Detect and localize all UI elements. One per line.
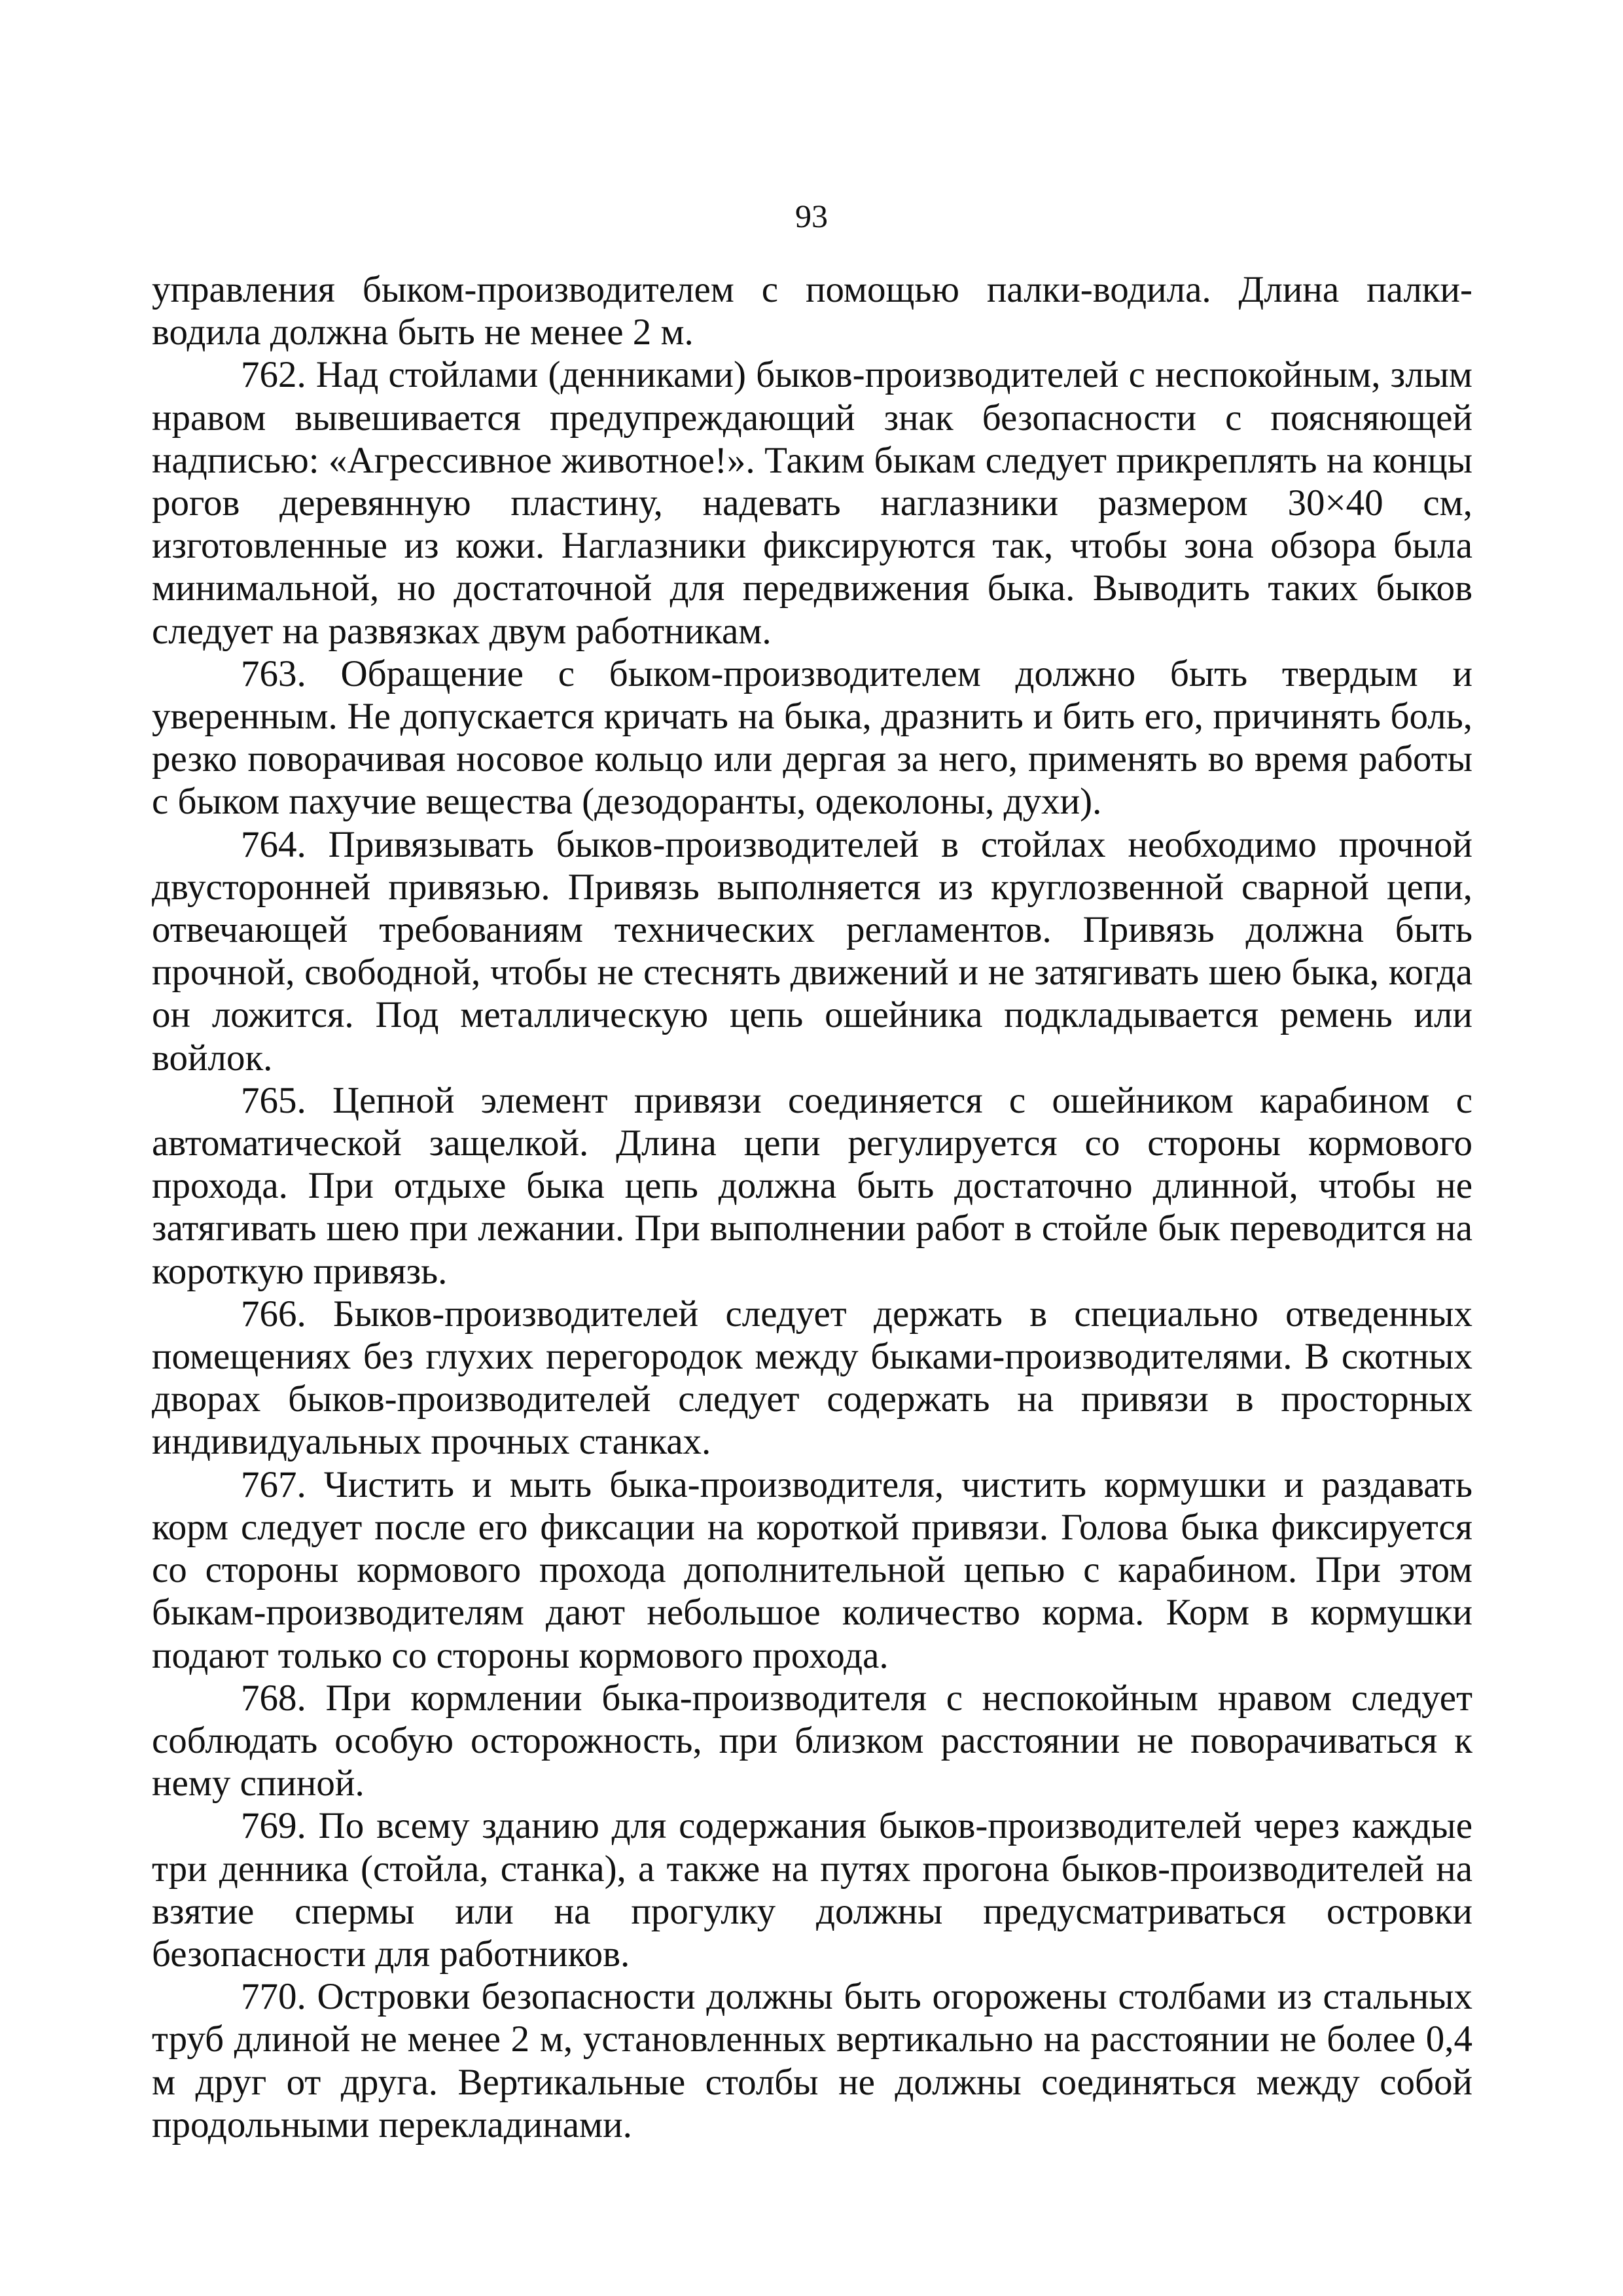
paragraph-766: 766. Быков-производителей следует держать в специально отведенных помещениях без глухих перегородок между быками-производителями. В скотных дворах быков-производителей следует содержать на привязи в просторных индивидуальных прочных станках. (152, 1293, 1472, 1463)
paragraph-continuation: управления быком-производителем с помощью палки-водила. Длина палки-водила должна быть не менее 2 м. (152, 269, 1472, 353)
paragraph-770: 770. Островки безопасности должны быть огорожены столбами из стальных труб длиной не менее 2 м, установленных вертикально на расстоянии не более 0,4 м друг от друга. Вертикальные столбы не должны соединяться между собой продольными перекладинами. (152, 1976, 1472, 2145)
document-body (152, 268, 1472, 2146)
paragraph-769: 769. По всему зданию для содержания быков-производителей через каждые три денника (стойла, станка), а также на путях прогона быков-производителей на взятие спермы или на прогулку должны предусматриваться островки безопасности для работников. (152, 1805, 1472, 1975)
page-number: 93 (795, 198, 828, 234)
paragraph-764: 764. Привязывать быков-производителей в стойлах необходимо прочной двусторонней привязью. Привязь выполняется из круглозвенной сварной цепи, отвечающей требованиям технических регламентов. Привязь должна быть прочной, свободной, чтобы не стеснять движений и не затягивать шею быка, когда он ложится. Под металлическую цепь ошейника подкладывается ремень или войлок. (152, 823, 1472, 1079)
paragraph-762: 762. Над стойлами (денниками) быков-производителей с неспокойным, злым нравом вывешивается предупреждающий знак безопасности с поясняющей надписью: «Агрессивное животное!». Таким быкам следует прикреплять на концы рогов деревянную пластину, надевать наглазники размером 30×40 см, изготовленные из кожи. Наглазники фиксируются так, чтобы зона обзора была минимальной, но достаточной для передвижения быка. Выводить таких быков следует на развязках двум работникам. (152, 354, 1472, 652)
paragraph-767: 767. Чистить и мыть быка-производителя, чистить кормушки и раздавать корм следует после его фиксации на короткой привязи. Голова быка фиксируется со стороны кормового прохода дополнительной цепью с карабином. При этом быкам-производителям дают небольшое количество корма. Корм в кормушки подают только со стороны кормового прохода. (152, 1463, 1472, 1676)
paragraph-768: 768. При кормлении быка-производителя с неспокойным нравом следует соблюдать особую осторожность, при близком расстоянии не поворачиваться к нему спиной. (152, 1677, 1472, 1804)
paragraph-763: 763. Обращение с быком-производителем должно быть твердым и уверенным. Не допускается кричать на быка, дразнить и бить его, причинять боль, резко поворачивая носовое кольцо или дергая за него, применять во время работы с быком пахучие вещества (дезодоранты, одеколоны, духи). (152, 653, 1472, 823)
paragraph-765: 765. Цепной элемент привязи соединяется с ошейником карабином с автоматической защелкой. Длина цепи регулируется со стороны кормового прохода. При отдыхе быка цепь должна быть достаточно длинной, чтобы не затягивать шею при лежании. При выполнении работ в стойле бык переводится на короткую привязь. (152, 1079, 1472, 1292)
